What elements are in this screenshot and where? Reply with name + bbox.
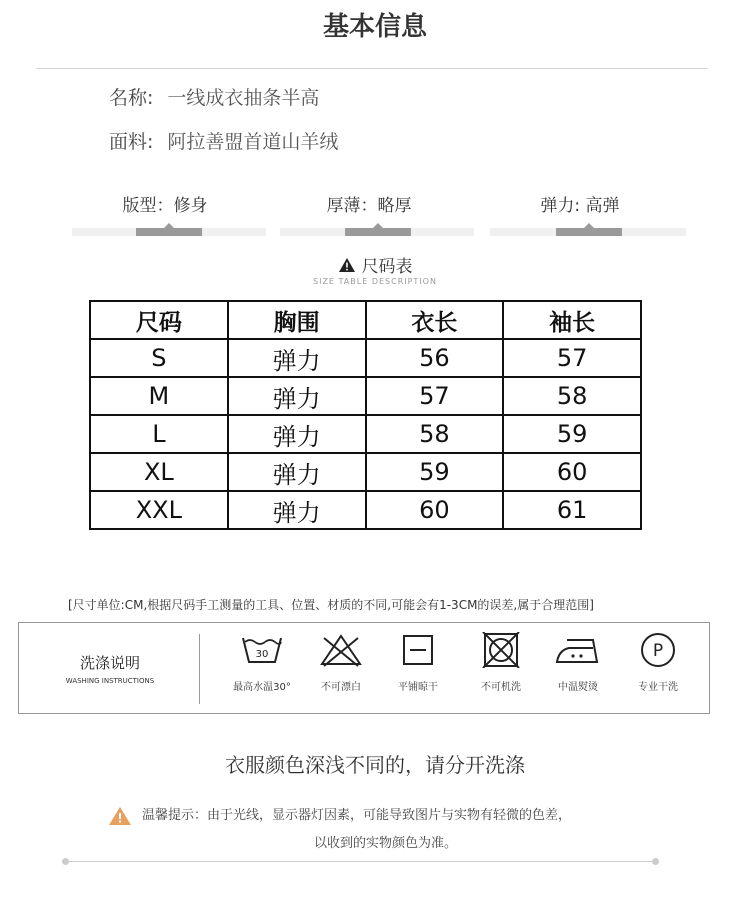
- attr-thickness-marker: [345, 228, 411, 236]
- tip-block: [108, 804, 668, 851]
- attr-fit-marker: [136, 228, 202, 236]
- wash-item-bleach: [306, 632, 376, 693]
- info-name-label: 名称:: [109, 87, 154, 109]
- size-cell: 60: [366, 491, 504, 529]
- size-cell: 58: [366, 415, 504, 453]
- size-table-subtitle: SIZE TABLE DESCRIPTION: [313, 277, 437, 286]
- svg-text:30: 30: [255, 649, 269, 660]
- size-table: [89, 300, 642, 530]
- info-name-row: [109, 83, 319, 110]
- caution-icon: [108, 806, 132, 826]
- size-cell: XXL: [90, 491, 228, 529]
- page-title: 基本信息: [322, 12, 427, 42]
- size-cell: 弹力: [228, 453, 366, 491]
- size-table-title: 尺码表: [361, 257, 413, 277]
- wash-item-label: 不可机洗: [481, 682, 521, 693]
- color-notice: 衣服颜色深浅不同的，请分开洗涤: [225, 753, 525, 777]
- wash-item-label: 不可漂白: [321, 682, 361, 693]
- no-machine-dry-icon: [478, 632, 524, 668]
- attr-thickness-pointer-icon: [373, 223, 383, 228]
- wash-item-label: 中温熨烫: [558, 682, 598, 693]
- size-cell: M: [90, 377, 228, 415]
- divider-dot-right: [652, 858, 659, 865]
- size-cell: 59: [366, 453, 504, 491]
- info-fabric-row: [109, 127, 338, 154]
- size-cell: S: [90, 339, 228, 377]
- attr-thickness: 厚薄：略厚: [326, 196, 412, 216]
- attr-elasticity-pointer-icon: [584, 223, 594, 228]
- attr-elasticity-marker: [556, 228, 622, 236]
- wash-item-label: 专业干洗: [638, 682, 678, 693]
- size-header-cell: 袖长: [503, 301, 641, 339]
- size-cell: 56: [366, 339, 504, 377]
- washing-title: 洗涤说明: [79, 654, 140, 672]
- size-cell: L: [90, 415, 228, 453]
- size-cell: 弹力: [228, 377, 366, 415]
- flat-dry-icon: [395, 632, 441, 668]
- size-header-cell: 衣长: [366, 301, 504, 339]
- size-table-header-row: [90, 301, 641, 339]
- size-cell: 59: [503, 415, 641, 453]
- no-bleach-icon: [318, 632, 364, 668]
- wash-item-flat-dry: [383, 632, 453, 693]
- size-cell: 57: [366, 377, 504, 415]
- attr-fit: 版型：修身: [122, 196, 208, 216]
- tip-line-1: 温馨提示：由于光线，显示器灯因素，可能导致图片与实物有轻微的色差，: [142, 808, 572, 823]
- wash-item-label: 最高水温30°: [233, 682, 291, 693]
- size-cell: 60: [503, 453, 641, 491]
- size-header-cell: 胸围: [228, 301, 366, 339]
- wash-item-label: 平铺晾干: [398, 682, 438, 693]
- svg-text:P: P: [652, 641, 664, 661]
- divider-dot-left: [62, 858, 69, 865]
- size-table-row: [90, 415, 641, 453]
- washing-divider: [199, 634, 200, 704]
- washing-title-block: [40, 652, 180, 685]
- size-header-cell: 尺码: [90, 301, 228, 339]
- measurement-note: [尺寸单位:CM,根据尺码手工测量的工具、位置、材质的不同,可能会有1-3CM的误差,属于合理范围]: [68, 598, 594, 612]
- warning-triangle-icon: [338, 257, 356, 273]
- info-fabric-label: 面料:: [109, 131, 154, 153]
- title-divider: [36, 68, 708, 69]
- size-cell: 弹力: [228, 339, 366, 377]
- dry-clean-icon: [635, 632, 681, 668]
- wash-item-iron: [543, 632, 613, 693]
- size-table-heading: [0, 252, 750, 286]
- washing-subtitle: WASHING INSTRUCTIONS: [65, 677, 155, 685]
- attr-elasticity: 弹力: 高弹: [540, 196, 620, 216]
- size-cell: 58: [503, 377, 641, 415]
- size-cell: 弹力: [228, 491, 366, 529]
- size-table-row: [90, 453, 641, 491]
- tip-line-2: 以收到的实物颜色为准。: [314, 835, 458, 851]
- info-fabric-value: 阿拉善盟首道山羊绒: [167, 131, 339, 153]
- size-cell: XL: [90, 453, 228, 491]
- size-table-row: [90, 339, 641, 377]
- wash-item-dry-clean: [623, 632, 693, 693]
- info-name-value: 一线成衣抽条半高: [167, 87, 320, 109]
- iron-icon: [553, 632, 603, 668]
- bottom-divider: [68, 861, 656, 862]
- attr-fit-pointer-icon: [164, 223, 174, 228]
- size-cell: 57: [503, 339, 641, 377]
- size-table-row: [90, 491, 641, 529]
- wash-item-machine: [466, 632, 536, 693]
- size-cell: 弹力: [228, 415, 366, 453]
- size-cell: 61: [503, 491, 641, 529]
- wash-tub-icon: [239, 632, 285, 668]
- wash-item-temp: [227, 632, 297, 693]
- size-table-row: [90, 377, 641, 415]
